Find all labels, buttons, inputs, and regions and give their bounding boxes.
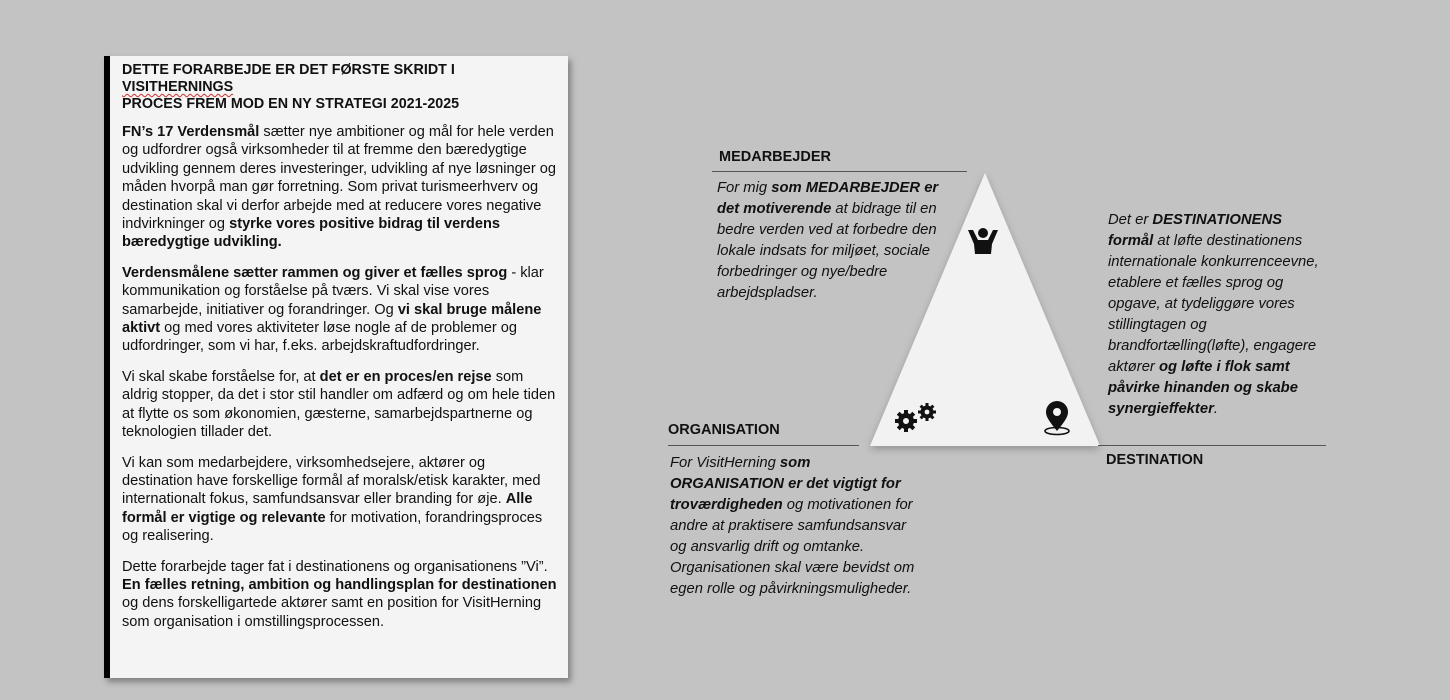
location-pin-icon: [1042, 400, 1072, 436]
paragraph-3: Vi skal skabe forståelse for, at det er en proces/en rejse som aldrig stopper, da det i stor stil handler om adfærd og om hele tiden at flytte os som økonomien, gæsterne, samarbejdspartnerne og teknologien tillader det.: [122, 368, 556, 441]
medarbejder-heading: MEDARBEJDER: [719, 149, 831, 165]
destination-heading: DESTINATION: [1106, 452, 1204, 468]
destination-text: Det er DESTINATIONENS formål at løfte destinationens internationale konkurrenceevne, etablere et fælles sprog og opgave, at tydeliggøre vores stillingtagen og brandfortælling(løfte), engagere aktører og løfte i flok samt påvirke hinanden og skabe synergieffekter.: [1108, 212, 1319, 417]
gears-icon: [893, 401, 941, 435]
paragraph-2: Verdensmålene sætter rammen og giver et fælles sprog - klar kommunikation og forståelse på tværs. Vi skal vise vores samarbejde, initiativer og forandringer. Og vi skal bruge målene aktivt og med vores aktiviteter løse nogle af de problemer og udfordringer, som vi har, f.eks. arbejdskraftudfordringer.: [122, 264, 544, 355]
paragraph-1: FN’s 17 Verdensmål sætter nye ambitioner og mål for hele verden og udfordrer også virksomheder til at fremme den bæredygtige udvikling gennem deres investeringer, udvikling af nye løsninger og måden hvorpå man gør forretning. Som privat turismeerhverv og destination skal vi derfor arbejde med at reducere vores negative indvirkninger og styrke vores positive bidrag til verdens bæredygtige udvikling.: [122, 124, 557, 251]
destination-rule: [1098, 445, 1326, 446]
paragraph-5: Dette forarbejde tager fat i destinationens og organisationens ”Vi”. En fælles retning, ambition og handlingsplan for destinationen og dens forskelligartede aktører samt en position for VisitHerning som organisation i omstillingsprocessen.: [122, 558, 557, 630]
paragraph-4: Vi kan som medarbejdere, virksomhedsejere, aktører og destination have forskellige formål af moralsk/etisk karakter, med internationalt fokus, samfundsansvar eller branding for øje. Alle formål er vigtige og relevante for motivation, forandringsproces og realisering.: [122, 454, 543, 545]
page-title: DETTE FORARBEJDE ER DET FØRSTE SKRIDT I VISITHERNINGS PROCES FREM MOD EN NY STRATEGI 2021-2025: [122, 62, 460, 112]
organisation-heading: ORGANISATION: [668, 422, 780, 438]
person-cheering-icon: [965, 226, 1001, 256]
document-page: [104, 56, 568, 678]
organisation-text: For VisitHerning som ORGANISATION er det vigtigt for troværdigheden og motivationen for andre at praktisere samfundsansvar og ansvarlig drift og omtanke. Organisationen skal være bevidst om egen rolle og påvirkningsmuligheder.: [670, 455, 915, 597]
spellcheck-word: VISITHERNINGS: [122, 79, 234, 95]
organisation-rule: [668, 445, 859, 446]
medarbejder-text: For mig som MEDARBEJDER er det motiverende at bidrage til en bedre verden ved at forbedre den lokale indsats for miljøet, sociale forbedringer og nye/bedre arbejdspladser.: [717, 180, 939, 301]
